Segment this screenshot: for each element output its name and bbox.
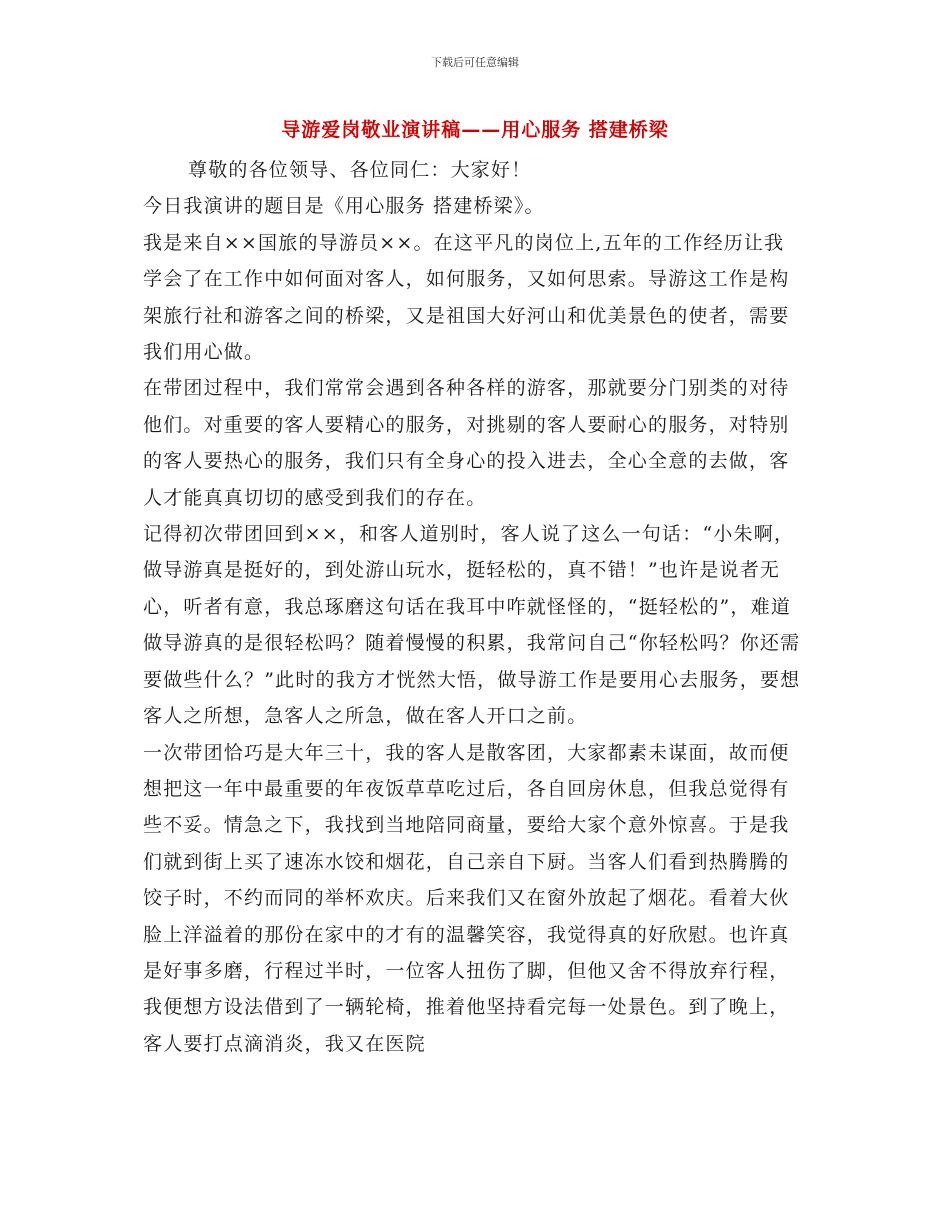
paragraph-1: 今日我演讲的题目是《用心服务 搭建桥梁》。 (143, 195, 545, 218)
document-title: 导游爱岗敬业演讲稿——用心服务 搭建桥梁 (281, 119, 669, 141)
paragraph-4: 记得初次带团回到××，和客人道别时，客人说了这么一句话：“小朱啊，做导游真是挺好的，到处游山玩水，挺轻松的，真不错！”也许是说者无心，听者有意，我总琢磨这句话在我耳中咋就怪怪的，“挺轻松的”，难道做导游真的是很轻松吗？随着慢慢的积累，我常问自己“你轻松吗？你还需要做些什么？”此时的我方才恍然大悟，做导游工作是要用心去服务，要想客人之所想，急客人之所急，做在客人开口之前。 (143, 523, 801, 728)
paragraph-2: 我是来自××国旅的导游员××。在这平凡的岗位上,五年的工作经历让我学会了在工作中如何面对客人，如何服务，又如何思索。导游这工作是构架旅行社和游客之间的桥梁，又是祖国大好河山和优美景色的使者，需要我们用心做。 (143, 231, 790, 364)
header-note: 下载后可任意编辑 (431, 56, 519, 69)
paragraph-3: 在带团过程中，我们常常会遇到各种各样的游客，那就要分门别类的对待他们。对重要的客人要精心的服务，对挑剔的客人要耐心的服务，对特别的客人要热心的服务，我们只有全身心的投入进去，全心全意的去做，客人才能真真切切的感受到我们的存在。 (143, 377, 790, 509)
paragraph-5: 一次带团恰巧是大年三十，我的客人是散客团，大家都素未谋面，故而便想把这一年中最重要的年夜饭草草吃过后，各自回房休息，但我总觉得有些不妥。情急之下，我找到当地陪同商量，要给大家个意外惊喜。于是我们就到街上买了速冻水饺和烟花，自己亲自下厨。当客人们看到热腾腾的饺子时，不约而同的举杯欢庆。后来我们又在窗外放起了烟花。看着大伙脸上洋溢着的那份在家中的才有的温馨笑容，我觉得真的好欣慰。也许真是好事多磨，行程过半时，一位客人扭伤了脚，但他又舍不得放弃行程，我便想方设法借到了一辆轮椅，推着他坚持看完每一处景色。到了晚上，客人要打点滴消炎，我又在医院 (143, 741, 790, 1055)
document-body (143, 152, 803, 1062)
greeting: 尊敬的各位领导、各位同仁：大家好！ (188, 159, 532, 181)
